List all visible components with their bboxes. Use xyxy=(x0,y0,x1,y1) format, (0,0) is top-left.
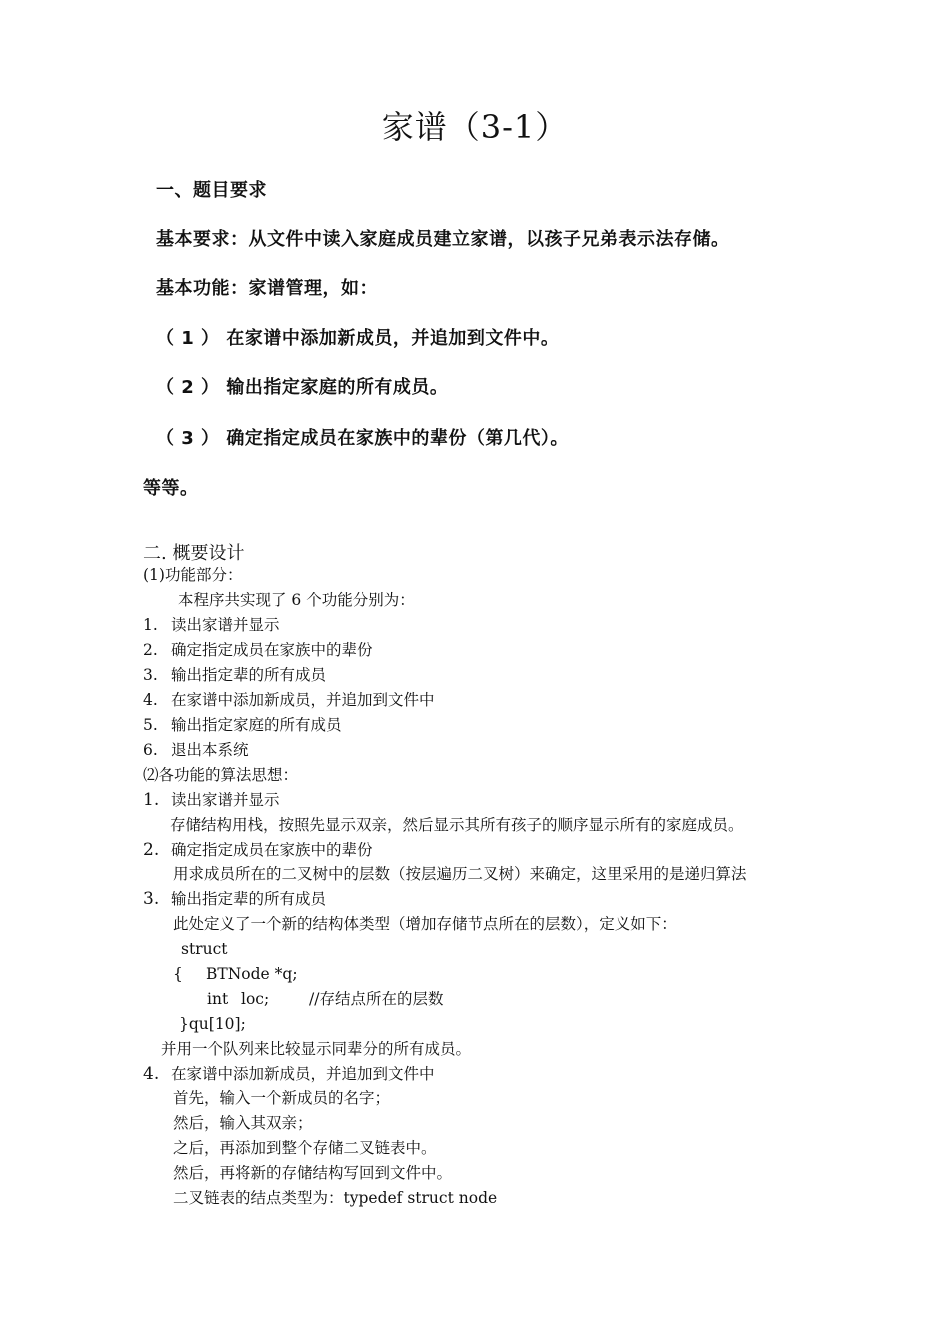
etc-text: 等等。 xyxy=(143,478,199,499)
function-item: 3. 输出指定辈的所有成员 xyxy=(143,666,327,684)
function-item: 1. 读出家谱并显示 xyxy=(143,616,280,634)
function-item: 2. 确定指定成员在家族中的辈份 xyxy=(143,641,373,659)
functions-intro: 本程序共实现了 6 个功能分别为： xyxy=(178,591,415,609)
code-line-struct: struct xyxy=(181,940,228,958)
requirement-item-1: （ 1 ） 在家谱中添加新成员，并追加到文件中。 xyxy=(156,328,560,349)
function-item: 5. 输出指定家庭的所有成员 xyxy=(143,716,342,734)
algo-step-1: 首先，输入一个新成员的名字； xyxy=(173,1089,391,1107)
code-line-brace: { xyxy=(173,965,183,983)
code-line-int: int xyxy=(207,990,229,1008)
algo-desc-1: 存储结构用栈，按照先显示双亲，然后显示其所有孩子的顺序显示所有的家庭成员。 xyxy=(170,816,744,834)
function-item: 6. 退出本系统 xyxy=(143,741,249,759)
algo-item-1: 1. 读出家谱并显示 xyxy=(143,790,280,810)
algo-step-5: 二叉链表的结点类型为：typedef struct node xyxy=(173,1189,498,1207)
page-title: 家谱（3-1） xyxy=(381,108,569,146)
algo-item-3: 3. 输出指定辈的所有成员 xyxy=(143,889,327,909)
code-line-end: }qu[10]; xyxy=(179,1015,246,1033)
part1-label: (1)功能部分： xyxy=(143,566,243,584)
section-heading-requirements: 一、题目要求 xyxy=(156,180,267,201)
code-line-comment: //存结点所在的层数 xyxy=(309,990,444,1008)
part2-label: ⑵各功能的算法思想： xyxy=(143,766,299,784)
function-item: 4. 在家谱中添加新成员，并追加到文件中 xyxy=(143,691,435,709)
algo-extra-3: 并用一个队列来比较显示同辈分的所有成员。 xyxy=(161,1040,472,1058)
algo-desc-3: 此处定义了一个新的结构体类型（增加存储节点所在的层数），定义如下： xyxy=(173,915,677,933)
section-heading-design: 二. 概要设计 xyxy=(143,543,245,564)
algo-step-2: 然后，输入其双亲； xyxy=(173,1114,313,1132)
algo-step-3: 之后，再添加到整个存储二叉链表中。 xyxy=(173,1139,437,1157)
algo-item-2: 2. 确定指定成员在家族中的辈份 xyxy=(143,840,373,860)
algo-desc-2: 用求成员所在的二叉树中的层数（按层遍历二叉树）来确定，这里采用的是递归算法 xyxy=(173,865,747,883)
requirement-item-3: （ 3 ） 确定指定成员在家族中的辈份（第几代）。 xyxy=(156,428,569,449)
code-line-btnode: BTNode *q; xyxy=(206,965,298,983)
algo-item-4: 4. 在家谱中添加新成员，并追加到文件中 xyxy=(143,1064,435,1084)
basic-functions: 基本功能：家谱管理，如： xyxy=(156,278,378,299)
basic-requirement: 基本要求：从文件中读入家庭成员建立家谱，以孩子兄弟表示法存储。 xyxy=(156,229,730,250)
requirement-item-2: （ 2 ） 输出指定家庭的所有成员。 xyxy=(156,377,449,398)
algo-step-4: 然后，再将新的存储结构写回到文件中。 xyxy=(173,1164,453,1182)
code-line-loc: loc; xyxy=(241,990,270,1008)
